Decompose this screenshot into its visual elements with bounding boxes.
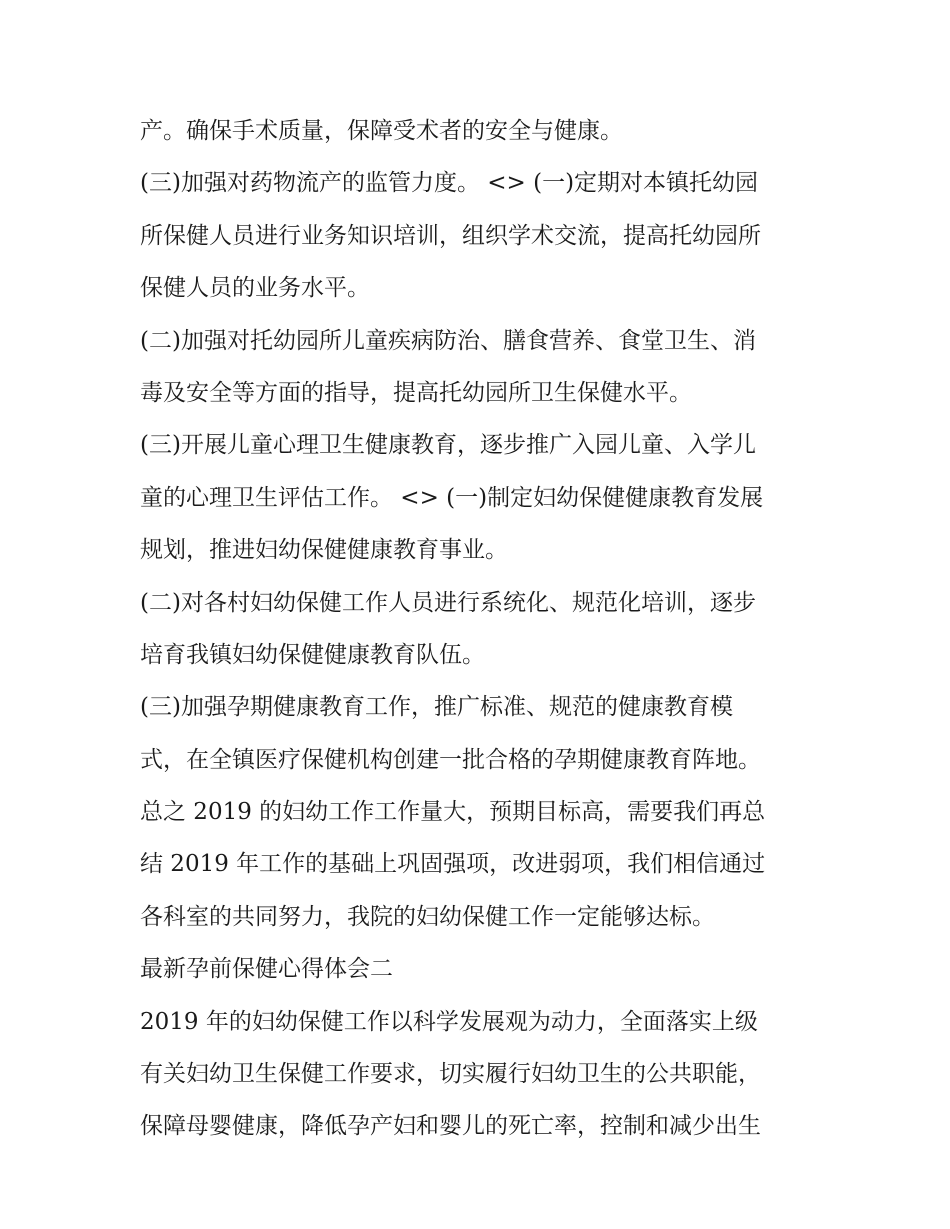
text-line: 规划，推进妇幼保健健康教育事业。: [140, 537, 508, 564]
text-line: 各科室的共同努力，我院的妇幼保健工作一定能够达标。: [140, 903, 715, 930]
section-heading: 最新孕前保健心得体会二: [140, 956, 393, 983]
text-line: (二)加强对托幼园所儿童疾病防治、膳食营养、食堂卫生、消: [140, 327, 756, 354]
text-line: 童的心理卫生评估工作。 <> (一)制定妇幼保健健康教育发展: [140, 484, 764, 511]
text-line: (三)开展儿童心理卫生健康教育，逐步推广入园儿童、入学儿: [140, 432, 756, 459]
text-line: 保健人员的业务水平。: [140, 275, 370, 302]
text-line: 培育我镇妇幼保健健康教育队伍。: [140, 641, 485, 668]
text-line: 结 2019 年工作的基础上巩固强项，改进弱项，我们相信通过: [140, 851, 766, 878]
text-line: 2019 年的妇幼保健工作以科学发展观为动力，全面落实上级: [140, 1008, 758, 1035]
text-line: 有关妇幼卫生保健工作要求，切实履行妇幼卫生的公共职能，: [140, 1061, 761, 1088]
text-line: (三)加强对药物流产的监管力度。 <> (一)定期对本镇托幼园: [140, 170, 759, 197]
text-line: 所保健人员进行业务知识培训，组织学术交流，提高托幼园所: [140, 222, 761, 249]
text-line: 保障母婴健康，降低孕产妇和婴儿的死亡率，控制和减少出生: [140, 1113, 761, 1140]
text-line: (三)加强孕期健康教育工作，推广标准、规范的健康教育模: [140, 694, 733, 721]
text-line: 毒及安全等方面的指导，提高托幼园所卫生保健水平。: [140, 379, 692, 406]
text-line: 式，在全镇医疗保健机构创建一批合格的孕期健康教育阵地。: [140, 746, 761, 773]
text-line: (二)对各村妇幼保健工作人员进行系统化、规范化培训，逐步: [140, 589, 756, 616]
text-line: 产。确保手术质量，保障受术者的安全与健康。: [140, 118, 623, 144]
document-body: [140, 105, 820, 1153]
text-line: 总之 2019 的妇幼工作工作量大，预期目标高，需要我们再总: [140, 799, 766, 826]
